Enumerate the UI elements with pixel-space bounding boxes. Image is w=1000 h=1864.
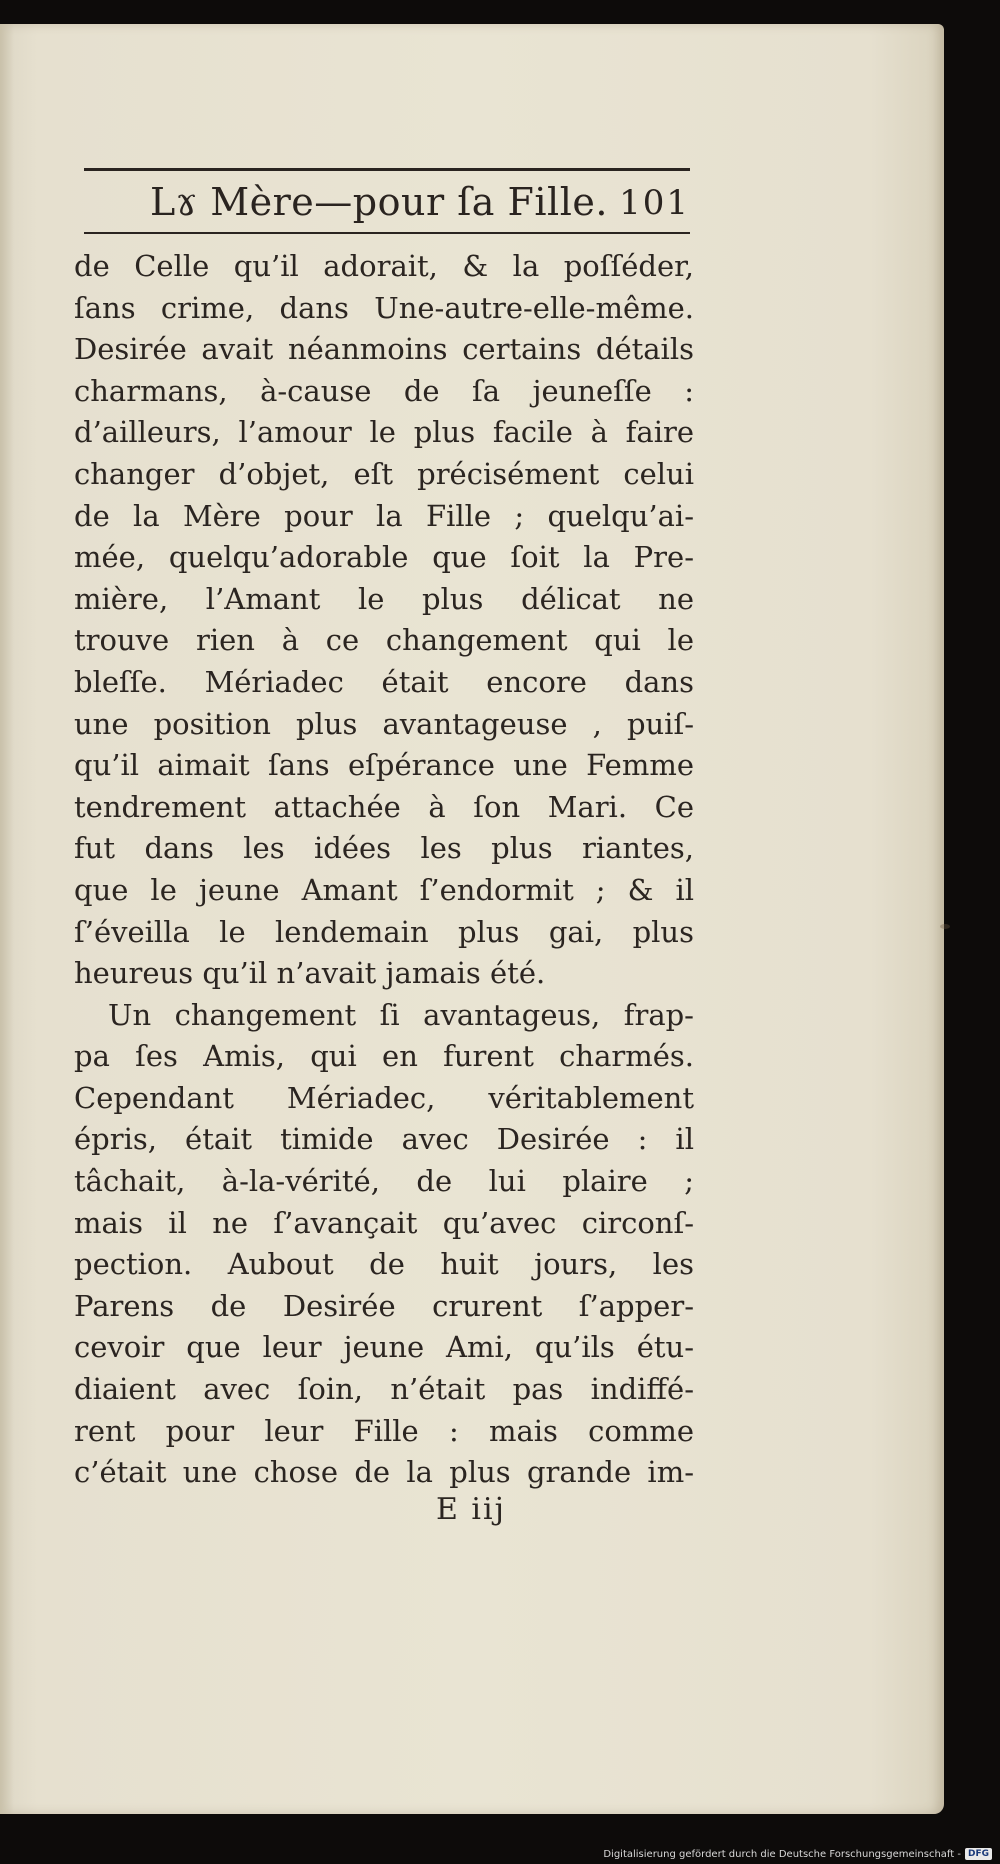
text-line: trouve rien à ce changement qui le [74, 623, 694, 658]
header-rule-bottom [84, 232, 690, 234]
text-line: tâchait, à-la-vérité, de lui plaire ; [74, 1164, 694, 1199]
text-line: pection. Aubout de huit jours, les [74, 1247, 694, 1282]
text-line: Cependant Mériadec, véritablement [74, 1080, 694, 1115]
page-gutter-shadow [0, 24, 14, 1814]
text-line: rent pour leur Fille : mais comme [74, 1413, 694, 1448]
text-line: mière, l’Amant le plus délicat ne [74, 581, 694, 616]
text-line: heureus qu’il n’avait jamais été. [74, 956, 546, 991]
text-line: cevoir que leur jeune Ami, qu’ils étu- [74, 1330, 694, 1365]
text-line: Un changement ſi avantageus, frap- [108, 997, 694, 1032]
digitization-credit [603, 1848, 992, 1860]
text-line: fut dans les idées les plus riantes, [74, 831, 694, 866]
text-line: d’ailleurs, l’amour le plus facile à faire [74, 415, 694, 450]
page-number: 101 [619, 183, 690, 223]
dfg-logo-icon: DFG [965, 1848, 992, 1860]
text-line: Desirée avait néanmoins certains détails [74, 332, 694, 367]
text-line: pa ſes Amis, qui en furent charmés. [74, 1039, 694, 1074]
text-line: que le jeune Amant ſ’endormit ; & il [74, 872, 694, 907]
text-line: diaient avec ſoin, n’était pas indiffé- [74, 1372, 694, 1407]
body-text [74, 246, 694, 1494]
running-title: Lɤ Mère—pour ſa Fille. [150, 180, 608, 224]
credit-text: Digitalisierung gefördert durch die Deutsche Forschungsgemeinschaft - [603, 1848, 961, 1860]
text-line: bleſſe. Mériadec était encore dans [74, 664, 694, 699]
text-line: c’était une chose de la plus grande im- [74, 1455, 694, 1490]
text-line: une position plus avantageuse , puiſ- [74, 706, 694, 741]
ink-smudge [940, 924, 950, 929]
text-line: charmans, à-cause de ſa jeuneſſe : [74, 373, 694, 408]
text-line: ſ’éveilla le lendemain plus gai, plus [74, 914, 694, 949]
text-line: tendrement attachée à ſon Mari. Ce [74, 789, 694, 824]
text-line: de Celle qu’il adorait, & la poſſéder, [74, 249, 694, 283]
text-line: Parens de Desirée crurent ſ’apper- [74, 1288, 694, 1323]
text-line: de la Mère pour la Fille ; quelqu’ai- [74, 498, 694, 533]
header-rule-top [84, 168, 690, 171]
text-line: qu’il aimait ſans eſpérance une Femme [74, 748, 694, 783]
text-line: épris, était timide avec Desirée : il [74, 1122, 694, 1157]
signature-mark: E iij [436, 1492, 506, 1527]
text-line: ſans crime, dans Une-autre-elle-même. [74, 290, 694, 325]
text-line: mée, quelqu’adorable que ſoit la Pre- [74, 540, 694, 575]
text-line: changer d’objet, eſt précisément celui [74, 456, 694, 491]
text-line: mais il ne ſ’avançait qu’avec circonſ- [74, 1205, 694, 1240]
